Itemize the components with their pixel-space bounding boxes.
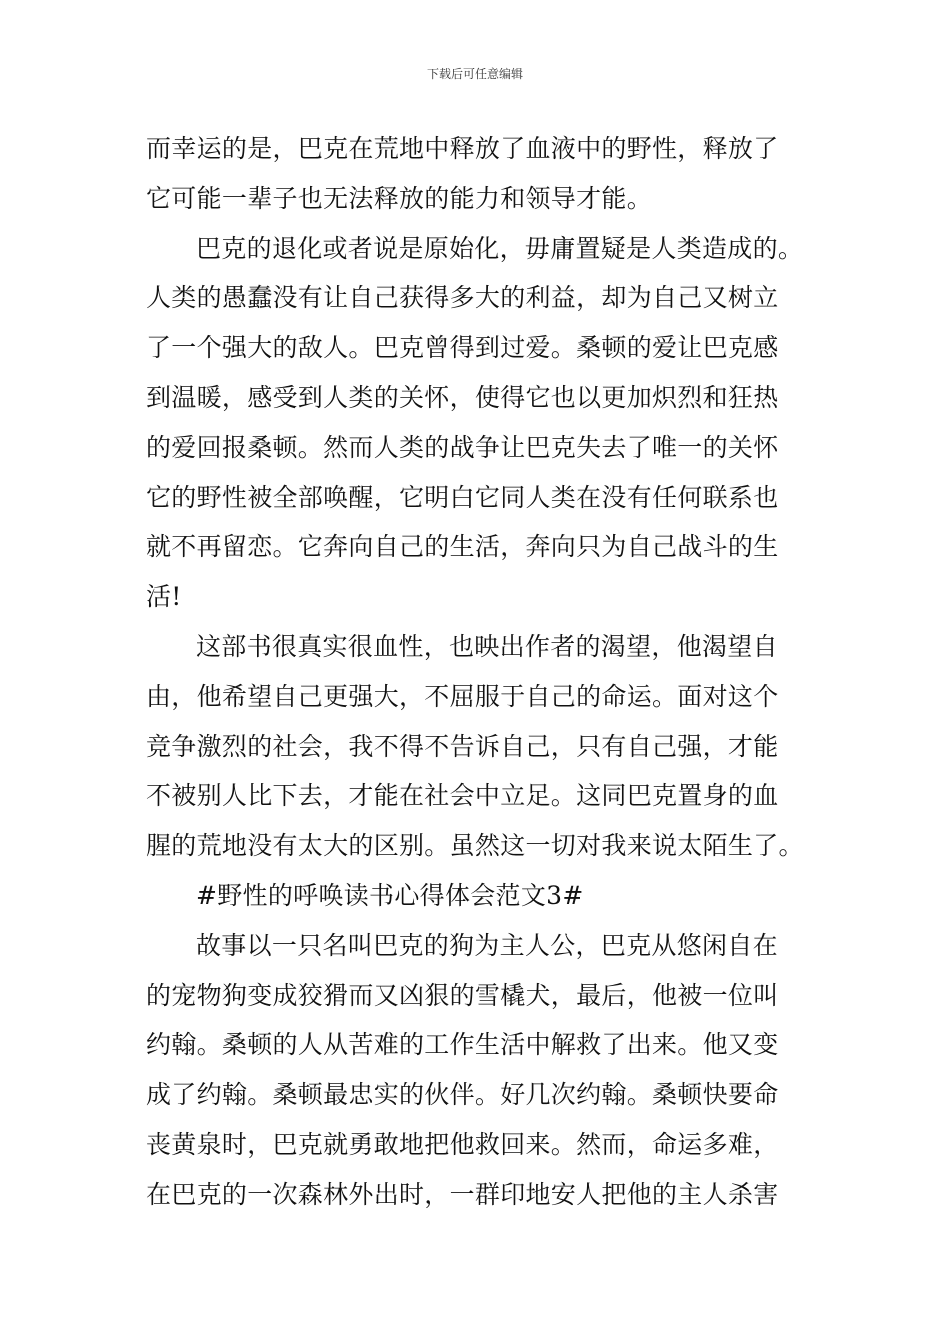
page-header: 下载后可任意编辑 — [426, 67, 523, 81]
text-line: 在巴克的一次森林外出时，一群印地安人把他的主人杀害 — [146, 1179, 779, 1209]
text-line: 这部书很真实很血性，也映出作者的渴望，他渴望自 — [196, 631, 778, 661]
text-line: 约翰。桑顿的人从苦难的工作生活中解救了出来。他又变 — [146, 1030, 779, 1060]
text-line: 的宠物狗变成狡猾而又凶狠的雪橇犬，最后，他被一位叫 — [146, 980, 779, 1010]
body-text — [146, 124, 836, 1220]
text-line: 丧黄泉时，巴克就勇敢地把他救回来。然而，命运多难， — [146, 1129, 779, 1159]
text-line: 它的野性被全部唤醒，它明白它同人类在没有任何联系也 — [146, 482, 779, 512]
text-line: 故事以一只名叫巴克的狗为主人公，巴克从悠闲自在 — [196, 930, 778, 960]
text-line: 而幸运的是，巴克在荒地中释放了血液中的野性，释放了 — [146, 134, 779, 163]
text-line: 巴克的退化或者说是原始化，毋庸置疑是人类造成的。 — [196, 233, 804, 263]
text-line: 就不再留恋。它奔向自己的生活，奔向只为自己战斗的生 — [146, 532, 779, 562]
text-line: #野性的呼唤读书心得体会范文3# — [196, 880, 584, 910]
text-line: 了一个强大的敌人。巴克曾得到过爱。桑顿的爱让巴克感 — [146, 333, 779, 363]
text-line: 人类的愚蠢没有让自己获得多大的利益，却为自己又树立 — [146, 283, 779, 313]
text-line: 由，他希望自己更强大，不屈服于自己的命运。面对这个 — [146, 681, 779, 711]
text-line: 它可能一辈子也无法释放的能力和领导才能。 — [146, 183, 653, 213]
text-line: 腥的荒地没有太大的区别。虽然这一切对我来说太陌生了。 — [146, 831, 804, 861]
text-line: 成了约翰。桑顿最忠实的伙伴。好几次约翰。桑顿快要命 — [146, 1080, 779, 1110]
text-line: 竞争激烈的社会，我不得不告诉自己，只有自己强，才能 — [146, 731, 779, 761]
text-line: 到温暖，感受到人类的关怀，使得它也以更加炽烈和狂热 — [146, 382, 779, 412]
text-line: 不被别人比下去，才能在社会中立足。这同巴克置身的血 — [146, 781, 779, 811]
text-line: 的爱回报桑顿。然而人类的战争让巴克失去了唯一的关怀 — [146, 432, 779, 462]
text-line: 活! — [146, 582, 182, 612]
